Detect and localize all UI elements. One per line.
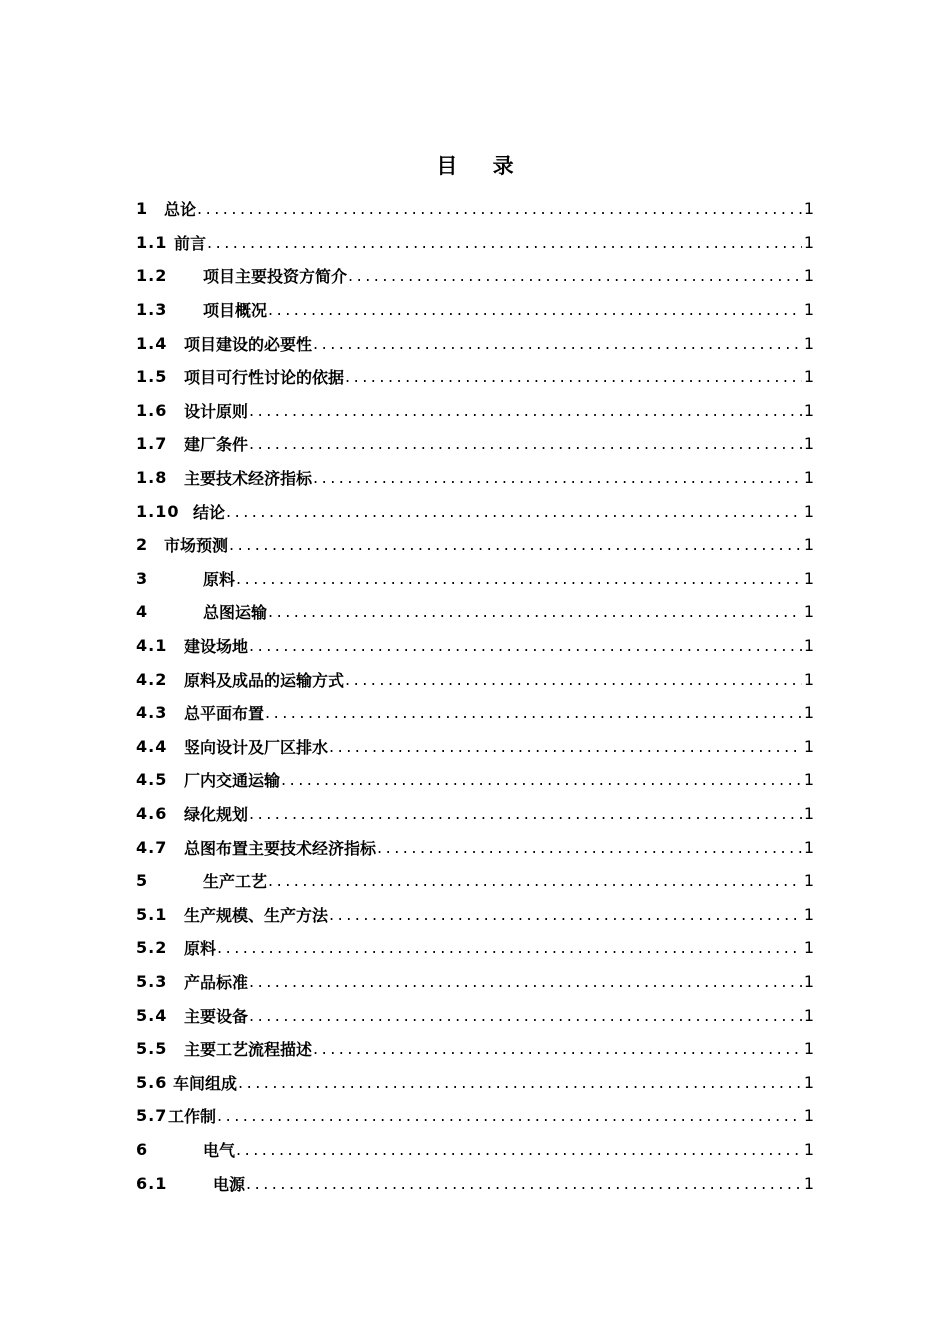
toc-entry-title: 市场预测 xyxy=(164,536,229,556)
toc-dot-leader xyxy=(268,300,802,319)
toc-entry-title: 主要技术经济指标 xyxy=(184,469,313,489)
toc-entry-title: 项目主要投资方简介 xyxy=(203,267,348,287)
toc-entry-title: 原料 xyxy=(203,569,236,589)
toc-entry-page: 1 xyxy=(803,803,814,823)
toc-entry-number: 5.3 xyxy=(136,971,168,991)
toc-entry-page: 1 xyxy=(803,501,814,521)
toc-entry-title: 建厂条件 xyxy=(184,435,249,455)
toc-entry[interactable] xyxy=(136,326,814,360)
toc-entry-title: 设计原则 xyxy=(184,401,249,421)
toc-dot-leader xyxy=(229,535,802,554)
toc-entry-title: 原料 xyxy=(184,939,217,959)
toc-entry-page: 1 xyxy=(803,1106,814,1126)
toc-entry-page: 1 xyxy=(803,1039,814,1059)
toc-entry-number: 5.5 xyxy=(136,1039,168,1059)
toc-entry-number: 4.6 xyxy=(136,803,168,823)
toc-entry-number: 1.7 xyxy=(136,434,168,454)
toc-entry[interactable] xyxy=(136,696,814,730)
toc-entry[interactable] xyxy=(136,427,814,461)
toc-dot-leader xyxy=(226,502,802,521)
toc-entry-title: 结论 xyxy=(193,502,226,522)
toc-dot-leader xyxy=(345,367,802,386)
toc-entry-page: 1 xyxy=(803,636,814,656)
toc-list xyxy=(136,192,814,1200)
toc-dot-leader xyxy=(313,468,802,487)
toc-dot-leader xyxy=(345,670,802,689)
toc-entry-page: 1 xyxy=(803,400,814,420)
toc-entry-number: 5.1 xyxy=(136,904,168,924)
toc-dot-leader xyxy=(197,199,802,218)
toc-entry-title: 建设场地 xyxy=(184,637,249,657)
toc-dot-leader xyxy=(268,871,802,890)
toc-entry-number: 6 xyxy=(136,1139,149,1159)
toc-entry-number: 2 xyxy=(136,535,149,555)
toc-entry-page: 1 xyxy=(803,535,814,555)
toc-entry[interactable] xyxy=(136,226,814,260)
toc-entry-page: 1 xyxy=(803,938,814,958)
toc-entry-number: 1.5 xyxy=(136,367,168,387)
toc-entry-number: 6.1 xyxy=(136,1173,168,1193)
toc-dot-leader xyxy=(329,737,802,756)
toc-dot-leader xyxy=(329,905,802,924)
toc-entry-number: 4.4 xyxy=(136,736,168,756)
toc-entry-title: 总图运输 xyxy=(203,603,268,623)
toc-entry-number: 5.2 xyxy=(136,938,168,958)
toc-entry-page: 1 xyxy=(803,669,814,689)
toc-entry-number: 1.6 xyxy=(136,400,168,420)
toc-entry-number: 5.7 xyxy=(136,1106,168,1126)
toc-dot-leader xyxy=(348,266,802,285)
toc-entry-page: 1 xyxy=(803,904,814,924)
toc-entry-page: 1 xyxy=(803,1072,814,1092)
toc-dot-leader xyxy=(249,804,802,823)
toc-entry-number: 4.7 xyxy=(136,837,168,857)
toc-entry-page: 1 xyxy=(803,434,814,454)
toc-entry-number: 1.10 xyxy=(136,501,180,521)
toc-entry-title: 主要设备 xyxy=(184,1006,249,1026)
toc-entry[interactable] xyxy=(136,528,814,562)
toc-entry-number: 4.3 xyxy=(136,703,168,723)
toc-entry-title: 产品标准 xyxy=(184,972,249,992)
toc-entry-page: 1 xyxy=(803,971,814,991)
toc-entry[interactable] xyxy=(136,259,814,293)
toc-entry-title: 项目可行性讨论的依据 xyxy=(184,368,345,388)
toc-entry[interactable] xyxy=(136,1065,814,1099)
toc-entry-number: 1.4 xyxy=(136,333,168,353)
toc-entry-title: 竖向设计及厂区排水 xyxy=(184,737,329,757)
toc-entry-title: 项目建设的必要性 xyxy=(184,334,313,354)
toc-dot-leader xyxy=(217,938,802,957)
toc-entry[interactable] xyxy=(136,763,814,797)
toc-entry-page: 1 xyxy=(803,1173,814,1193)
toc-entry-title: 电气 xyxy=(203,1140,236,1160)
toc-entry[interactable] xyxy=(136,998,814,1032)
toc-entry-title: 生产规模、生产方法 xyxy=(184,905,329,925)
toc-dot-leader xyxy=(313,1039,802,1058)
toc-dot-leader xyxy=(268,602,802,621)
toc-entry-number: 4.2 xyxy=(136,669,168,689)
toc-dot-leader xyxy=(249,636,802,655)
toc-dot-leader xyxy=(265,703,802,722)
toc-dot-leader xyxy=(217,1106,802,1125)
toc-dot-leader xyxy=(236,569,802,588)
toc-entry[interactable] xyxy=(136,1133,814,1167)
toc-entry-number: 4.1 xyxy=(136,636,168,656)
toc-entry[interactable] xyxy=(136,629,814,663)
toc-entry[interactable] xyxy=(136,595,814,629)
toc-entry-number: 4.5 xyxy=(136,770,168,790)
toc-entry-page: 1 xyxy=(803,199,814,219)
toc-entry[interactable] xyxy=(136,965,814,999)
toc-entry-number: 1 xyxy=(136,199,149,219)
toc-dot-leader xyxy=(249,1006,802,1025)
toc-dot-leader xyxy=(249,401,802,420)
toc-dot-leader xyxy=(313,334,802,353)
toc-entry-page: 1 xyxy=(803,333,814,353)
toc-entry[interactable] xyxy=(136,360,814,394)
toc-entry[interactable] xyxy=(136,897,814,931)
toc-entry-number: 5.6 xyxy=(136,1072,168,1092)
toc-entry-page: 1 xyxy=(803,871,814,891)
toc-entry-number: 1.1 xyxy=(136,232,168,252)
toc-dot-leader xyxy=(246,1174,802,1193)
toc-entry-page: 1 xyxy=(803,367,814,387)
toc-dot-leader xyxy=(377,838,802,857)
toc-entry-title: 工作制 xyxy=(168,1107,217,1127)
toc-dot-leader xyxy=(238,1073,802,1092)
toc-entry[interactable] xyxy=(136,494,814,528)
toc-entry[interactable] xyxy=(136,1032,814,1066)
toc-entry[interactable] xyxy=(136,394,814,428)
toc-entry[interactable] xyxy=(136,931,814,965)
toc-dot-leader xyxy=(207,233,802,252)
toc-entry-number: 5.4 xyxy=(136,1005,168,1025)
toc-entry[interactable] xyxy=(136,830,814,864)
toc-entry-page: 1 xyxy=(803,232,814,252)
toc-entry[interactable] xyxy=(136,797,814,831)
toc-entry[interactable] xyxy=(136,662,814,696)
toc-entry-page: 1 xyxy=(803,266,814,286)
toc-entry-title: 车间组成 xyxy=(173,1073,238,1093)
toc-entry-title: 绿化规划 xyxy=(184,804,249,824)
toc-title: 目 录 xyxy=(436,154,528,178)
toc-entry-page: 1 xyxy=(803,1005,814,1025)
toc-entry-page: 1 xyxy=(803,770,814,790)
toc-entry[interactable] xyxy=(136,562,814,596)
toc-entry-page: 1 xyxy=(803,1139,814,1159)
toc-entry[interactable] xyxy=(136,461,814,495)
toc-entry-number: 1.8 xyxy=(136,468,168,488)
toc-dot-leader xyxy=(281,770,802,789)
toc-entry-number: 1.2 xyxy=(136,266,168,286)
toc-entry-title: 生产工艺 xyxy=(203,872,268,892)
toc-entry-title: 总图布置主要技术经济指标 xyxy=(184,838,377,858)
toc-entry-number: 3 xyxy=(136,568,149,588)
toc-entry-page: 1 xyxy=(803,703,814,723)
toc-entry-page: 1 xyxy=(803,300,814,320)
toc-entry[interactable] xyxy=(136,1099,814,1133)
toc-entry[interactable] xyxy=(136,192,814,226)
toc-entry[interactable] xyxy=(136,730,814,764)
toc-entry-number: 5 xyxy=(136,871,149,891)
toc-entry[interactable] xyxy=(136,293,814,327)
toc-entry-page: 1 xyxy=(803,568,814,588)
toc-entry-number: 1.3 xyxy=(136,300,168,320)
toc-entry-title: 原料及成品的运输方式 xyxy=(184,670,345,690)
toc-entry[interactable] xyxy=(136,1166,814,1200)
toc-dot-leader xyxy=(249,972,802,991)
toc-entry-title: 主要工艺流程描述 xyxy=(184,1040,313,1060)
toc-entry-title: 总论 xyxy=(164,200,197,220)
toc-entry-page: 1 xyxy=(803,736,814,756)
toc-entry-title: 总平面布置 xyxy=(184,704,265,724)
toc-dot-leader xyxy=(236,1140,802,1159)
toc-entry-page: 1 xyxy=(803,837,814,857)
toc-entry-title: 前言 xyxy=(174,233,207,253)
toc-entry-page: 1 xyxy=(803,602,814,622)
toc-entry-number: 4 xyxy=(136,602,149,622)
toc-entry-title: 项目概况 xyxy=(203,301,268,321)
toc-entry-title: 厂内交通运输 xyxy=(184,771,281,791)
toc-entry-page: 1 xyxy=(803,468,814,488)
toc-entry[interactable] xyxy=(136,864,814,898)
toc-dot-leader xyxy=(249,434,802,453)
toc-entry-title: 电源 xyxy=(213,1174,246,1194)
